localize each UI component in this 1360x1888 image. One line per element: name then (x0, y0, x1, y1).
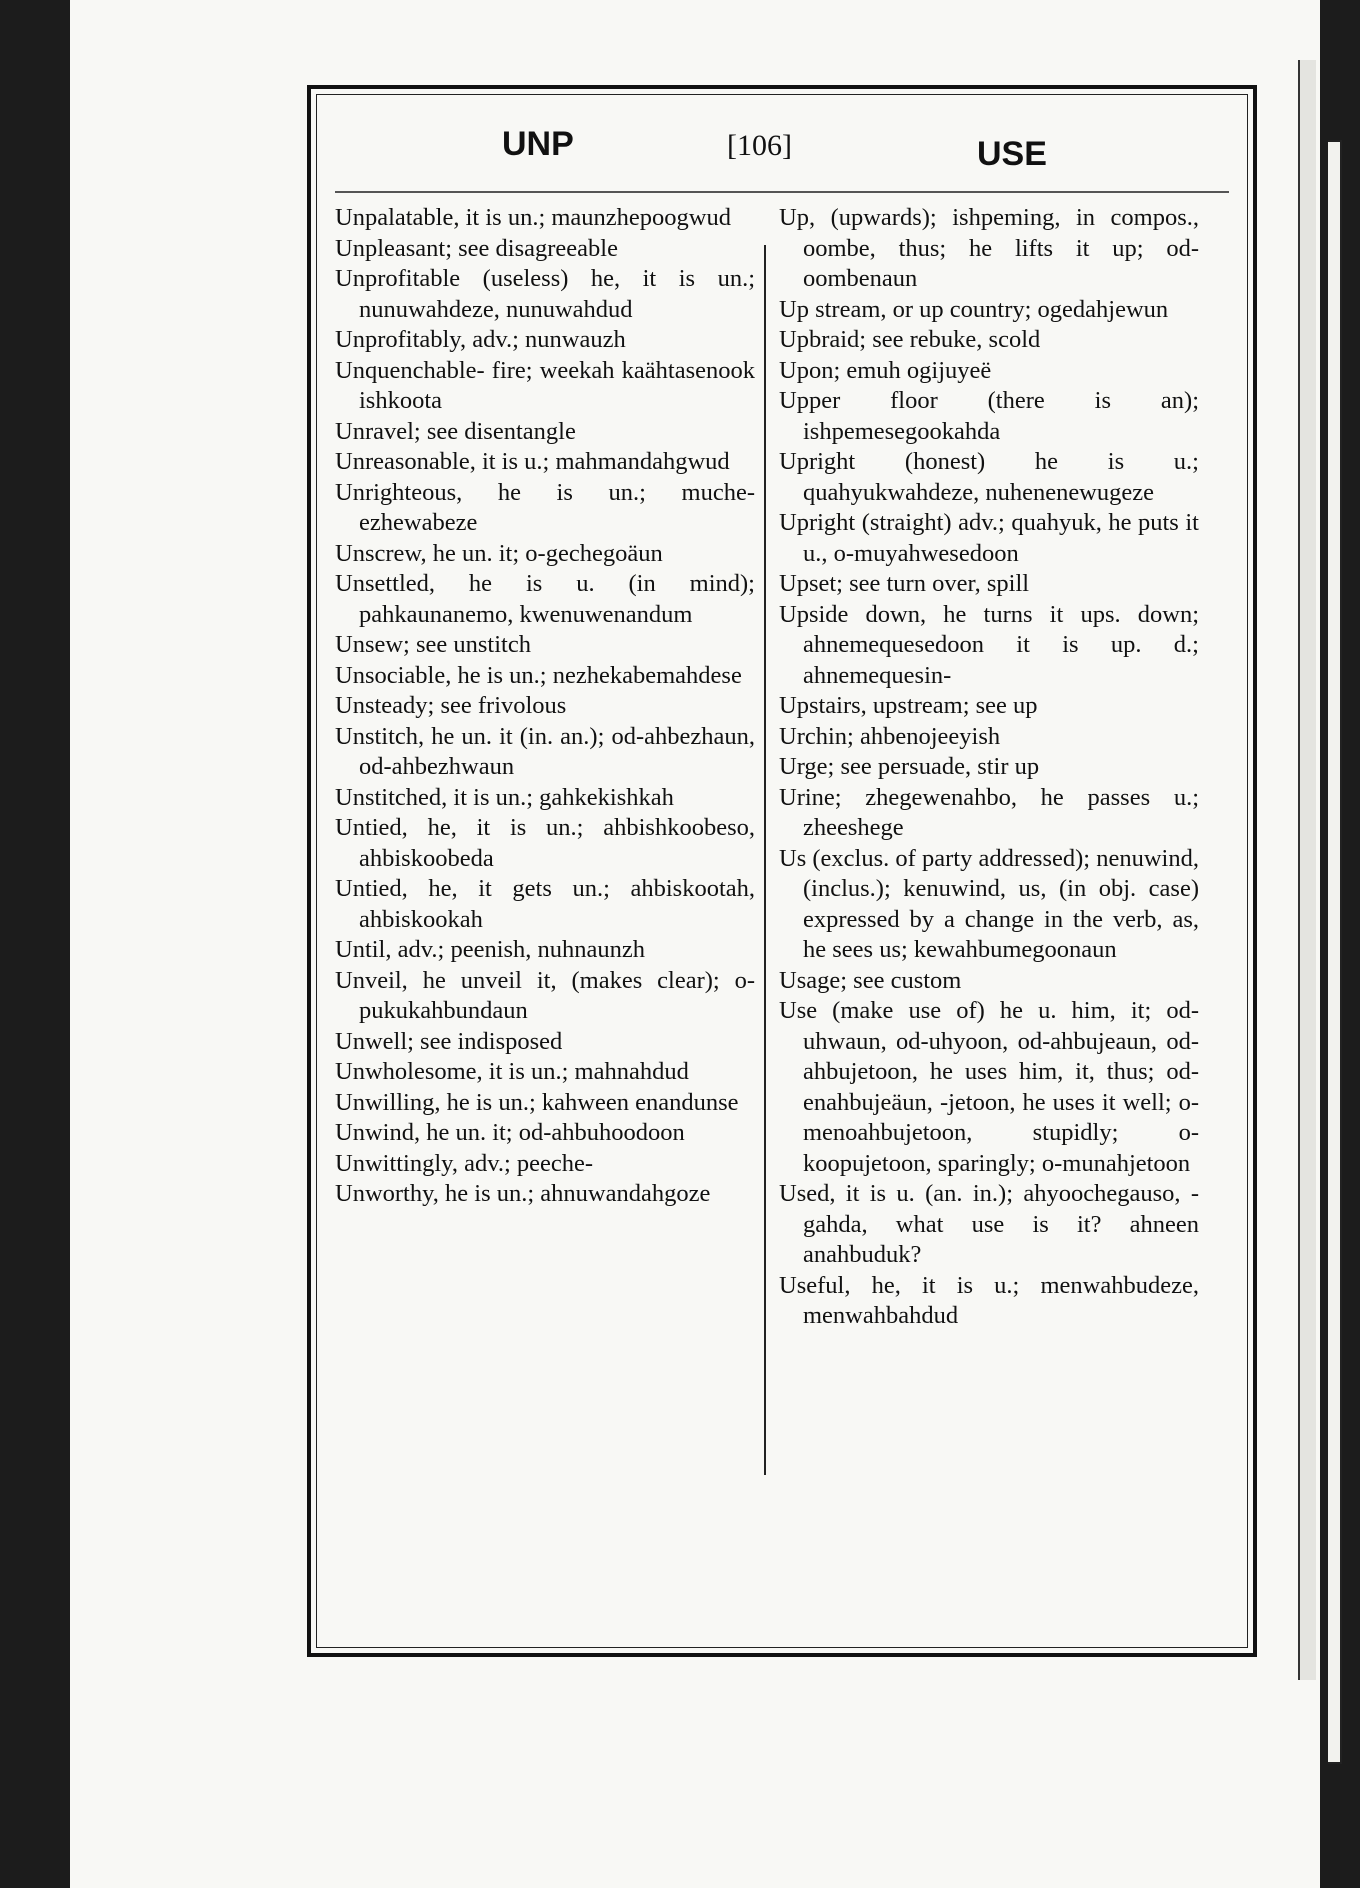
dictionary-entry: Unstitched, it is un.; gahkekishkah (335, 783, 674, 811)
dictionary-entry: Unpleasant; see disagreeable (335, 234, 618, 262)
dictionary-entry: Unrighteous, he is un.; muche-ezhewabeze (335, 478, 755, 536)
dictionary-entry: Unstitch, he un. it (in. an.); od-ahbezhaun, od-ahbezhwaun (335, 722, 755, 780)
dictionary-entry: Unravel; see disentangle (335, 417, 576, 445)
dictionary-entry: Unwind, he un. it; od-ahbuhoodoon (335, 1119, 685, 1146)
dictionary-entry: Up stream, or up country; ogedahjewun (779, 295, 1169, 323)
book-gutter (1298, 60, 1316, 1680)
facing-page-edge (1328, 140, 1342, 1764)
dictionary-entry: Unwholesome, it is un.; mahnahdud (335, 1058, 689, 1085)
dictionary-entry: Upon; emuh ogijuyeë (779, 356, 992, 384)
dictionary-entry: Unwilling, he is un.; kahween enandunse (335, 1088, 739, 1116)
dictionary-entry: Unprofitable (useless) he, it is un.; nunuwahdeze, nunuwahdud (335, 265, 755, 323)
dictionary-entry: Upside down, he turns it ups. down; ahnemequesedoon it is up. d.; ahnemequesin- (779, 600, 1199, 689)
page-number: [106] (727, 129, 792, 162)
dictionary-entry: Upbraid; see rebuke, scold (779, 326, 1041, 353)
dictionary-entry: Untied, he, it is un.; ahbishkoobeso, ahbiskoobeda (335, 814, 755, 872)
dictionary-entry: Unworthy, he is un.; ahnuwandahgoze (335, 1180, 711, 1207)
right-column (779, 203, 1199, 1332)
dictionary-entry: Use (make use of) he u. him, it; od-uhwaun, od-uhyoon, od-ahbujeaun, od-ahbujetoon, he uses him, it, thus; od-enahbujeäun, -jetoon, he uses it well; o-menoahbujetoon, stupidly; o-koopujetoon, sparingly; o-munahjetoon (779, 997, 1199, 1177)
running-header (317, 125, 1247, 175)
left-column (335, 203, 755, 1210)
dictionary-entry: Useful, he, it is u.; menwahbudeze, menwahbahdud (779, 1271, 1199, 1329)
left-guide-word: UNP (502, 125, 574, 163)
dictionary-entry: Usage; see custom (779, 966, 962, 994)
dictionary-entry: Unquenchable- fire; weekah kaähtasenook ishkoota (335, 356, 755, 414)
dictionary-entry: Up, (upwards); ishpeming, in compos., oombe, thus; he lifts it up; od-oombenaun (779, 204, 1199, 292)
dictionary-entry: Unreasonable, it is u.; mahmandahgwud (335, 448, 730, 475)
page-frame (307, 85, 1257, 1657)
dictionary-entry: Upstairs, upstream; see up (779, 692, 1038, 719)
dictionary-entry: Unsew; see unstitch (335, 631, 531, 658)
dictionary-entry: Upright (honest) he is u.; quahyukwahdeze, nuhenenewugeze (779, 448, 1199, 506)
header-rule (335, 191, 1229, 193)
dictionary-entry: Used, it is u. (an. in.); ahyoochegauso, -gahda, what use is it? ahneen anahbuduk? (779, 1180, 1199, 1268)
dictionary-entry: Unveil, he unveil it, (makes clear); o-pukukahbundaun (335, 966, 755, 1024)
dictionary-entry: Unpalatable, it is un.; maunzhepoogwud (335, 204, 731, 231)
right-guide-word: USE (977, 135, 1047, 173)
dictionary-entry: Unsteady; see frivolous (335, 692, 567, 719)
dictionary-entry: Unwittingly, adv.; peeche- (335, 1149, 594, 1177)
dictionary-entry: Unwell; see indisposed (335, 1027, 563, 1055)
dictionary-entry: Upper floor (there is an); ishpemesegookahda (779, 387, 1199, 445)
dictionary-entry: Unprofitably, adv.; nunwauzh (335, 326, 626, 353)
dictionary-entry: Unscrew, he un. it; o-gechegoäun (335, 539, 663, 567)
dictionary-entry: Urine; zhegewenahbo, he passes u.; zheeshege (779, 783, 1199, 841)
dictionary-entry: Unsociable, he is un.; nezhekabemahdese (335, 661, 742, 689)
dictionary-entry: Upset; see turn over, spill (779, 570, 1030, 597)
page-frame-inner (316, 94, 1248, 1648)
column-divider (764, 245, 766, 1475)
dictionary-entry: Urchin; ahbenojeeyish (779, 722, 1001, 750)
dictionary-entry: Until, adv.; peenish, nuhnaunzh (335, 936, 646, 963)
dictionary-entry: Us (exclus. of party addressed); nenuwind, (inclus.); kenuwind, us, (in obj. case) expressed by a change in the verb, as, he sees us; kewahbumegoonaun (779, 844, 1199, 963)
dictionary-entry: Unsettled, he is u. (in mind); pahkaunanemo, kwenuwenandum (335, 570, 755, 628)
dictionary-entry: Upright (straight) adv.; quahyuk, he puts it u., o-muyahwesedoon (779, 509, 1199, 567)
dictionary-entry: Urge; see persuade, stir up (779, 753, 1040, 780)
dictionary-entry: Untied, he, it gets un.; ahbiskootah, ahbiskookah (335, 875, 755, 933)
